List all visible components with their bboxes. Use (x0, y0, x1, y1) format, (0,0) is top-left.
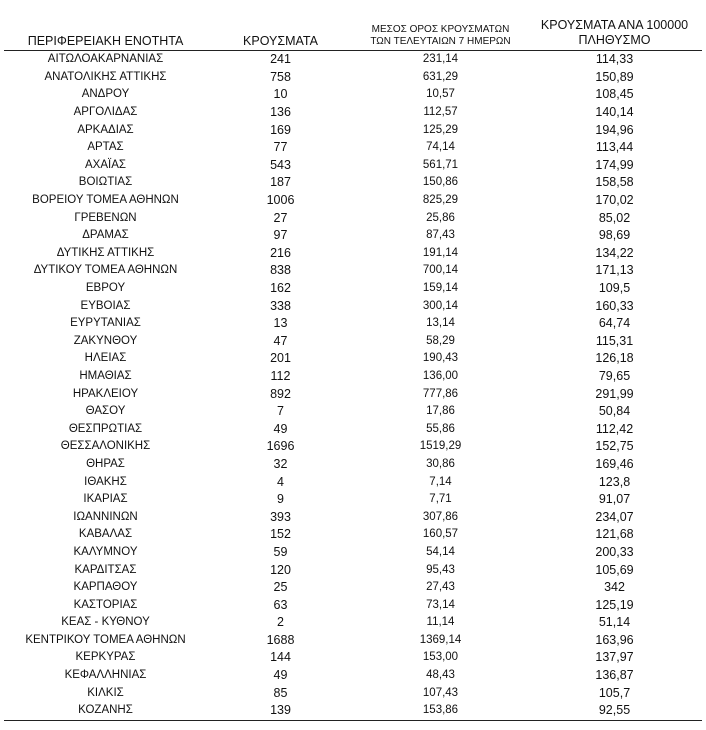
table-row (4, 526, 702, 544)
cell-per-100k: 79,65 (598, 368, 631, 383)
cell-cases: 49 (273, 421, 288, 436)
cell-region: ΙΘΑΚΗΣ (84, 475, 127, 488)
cell-cases: 139 (207, 702, 354, 720)
cell-region: ΚΙΛΚΙΣ (87, 686, 124, 699)
cell-cases: 1006 (266, 193, 295, 208)
cell-region: ΚΕΝΤΡΙΚΟΥ ΤΟΜΕΑ ΑΘΗΝΩΝ (25, 633, 186, 646)
cell-avg-7-days: 107,43 (422, 686, 459, 699)
cell-avg-7-days: 153,86 (354, 702, 527, 720)
cell-avg-7-days: 125,29 (422, 123, 459, 136)
header-row (4, 10, 702, 51)
cell-cases: 338 (270, 298, 291, 313)
cell-per-100k: 140,14 (595, 105, 634, 120)
cell-avg-7-days: 17,86 (426, 405, 455, 418)
table-row (4, 297, 702, 315)
cell-cases: 49 (273, 668, 288, 683)
cell-avg-7-days: 160,57 (422, 528, 459, 541)
cell-cases: 120 (270, 562, 291, 577)
cell-region: ΕΥΒΟΙΑΣ (80, 299, 131, 312)
cell-per-100k: 115,31 (595, 333, 634, 348)
cell-per-100k: 158,58 (595, 175, 634, 190)
cell-avg-7-days: 136,00 (422, 369, 459, 382)
cell-per-100k: 109,5 (598, 281, 631, 296)
table-row (4, 632, 702, 650)
table-row (4, 667, 702, 685)
cell-region: ΑΡΓΟΛΙΔΑΣ (73, 106, 138, 119)
cell-cases: 162 (270, 281, 291, 296)
cell-per-100k: 160,33 (595, 298, 634, 313)
cell-avg-7-days: 150,86 (422, 176, 459, 189)
table-row (4, 69, 702, 87)
cell-region: ΕΒΡΟΥ (85, 282, 126, 295)
cell-per-100k: 342 (604, 580, 625, 595)
cell-cases: 2 (277, 615, 284, 630)
table-row (4, 596, 702, 614)
cell-cases: 59 (273, 544, 288, 559)
header-per100k-line1: ΚΡΟΥΣΜΑΤΑ ΑΝΑ 100000 (540, 18, 689, 32)
cell-per-100k: 64,74 (598, 316, 631, 331)
table-row (4, 579, 702, 597)
cell-avg-7-days: 307,86 (422, 510, 459, 523)
cell-region: ΚΑΡΠΑΘΟΥ (73, 581, 138, 594)
table-row (4, 121, 702, 139)
table-row (4, 157, 702, 175)
table-row (4, 333, 702, 351)
cell-avg-7-days: 87,43 (426, 229, 455, 242)
cell-per-100k: 114,33 (595, 52, 634, 67)
cell-cases: 27 (273, 210, 288, 225)
table-row (4, 702, 702, 720)
cell-cases: 838 (270, 263, 291, 278)
cell-avg-7-days: 777,86 (422, 387, 459, 400)
cell-per-100k: 150,89 (595, 69, 634, 84)
cell-per-100k: 163,96 (595, 632, 634, 647)
cell-avg-7-days: 159,14 (422, 282, 459, 295)
cell-per-100k: 112,42 (595, 421, 634, 436)
table-row (4, 508, 702, 526)
cell-per-100k: 174,99 (595, 157, 634, 172)
cell-per-100k: 123,8 (598, 474, 631, 489)
cell-cases: 77 (273, 140, 288, 155)
cell-cases: 136 (270, 105, 291, 120)
cell-per-100k: 105,7 (598, 685, 631, 700)
cell-per-100k: 152,75 (595, 439, 634, 454)
cell-cases: 63 (273, 597, 288, 612)
table-row (4, 438, 702, 456)
cell-cases: 1688 (266, 632, 295, 647)
cell-per-100k: 105,69 (595, 562, 634, 577)
cell-cases: 85 (273, 685, 288, 700)
cell-per-100k: 85,02 (598, 210, 631, 225)
cell-region: ΑΡΚΑΔΙΑΣ (77, 123, 134, 136)
cell-avg-7-days: 561,71 (422, 158, 459, 171)
cell-per-100k: 169,46 (595, 456, 634, 471)
cell-region: ΚΑΡΔΙΤΣΑΣ (74, 563, 137, 576)
cell-avg-7-days: 10,57 (426, 88, 455, 101)
header-avg-line1: ΜΕΣΟΣ ΟΡΟΣ ΚΡΟΥΣΜΑΤΩΝ (371, 24, 510, 35)
cell-region: ΚΑΛΥΜΝΟΥ (73, 545, 138, 558)
cell-region: ΑΝΔΡΟΥ (81, 88, 130, 101)
cell-avg-7-days: 27,43 (426, 581, 455, 594)
cell-region: ΓΡΕΒΕΝΩΝ (74, 211, 137, 224)
cell-avg-7-days: 631,29 (422, 70, 459, 83)
cell-avg-7-days: 73,14 (426, 598, 455, 611)
header-avg-line2: ΤΩΝ ΤΕΛΕΥΤΑΙΩΝ 7 ΗΜΕΡΩΝ (370, 36, 511, 47)
cell-avg-7-days: 54,14 (426, 545, 455, 558)
header-avg-7-days (354, 10, 527, 51)
cases-table (4, 10, 702, 721)
cell-avg-7-days: 190,43 (422, 352, 459, 365)
cell-cases: 216 (270, 245, 291, 260)
table-row (4, 473, 702, 491)
cell-region: ΑΡΤΑΣ (87, 141, 124, 154)
cell-region: ΑΝΑΤΟΛΙΚΗΣ ΑΤΤΙΚΗΣ (44, 70, 167, 83)
table-row (4, 227, 702, 245)
cell-cases: 13 (273, 316, 288, 331)
cell-cases: 10 (273, 87, 288, 102)
cell-avg-7-days: 1519,29 (419, 440, 462, 453)
cell-region: ΗΜΑΘΙΑΣ (79, 369, 132, 382)
cell-per-100k: 194,96 (595, 122, 634, 137)
cell-avg-7-days: 1369,14 (419, 633, 462, 646)
cell-per-100k: 51,14 (598, 615, 631, 630)
header-per100k-line2: ΠΛΗΘΥΣΜΟ (578, 33, 651, 47)
table-row (4, 192, 702, 210)
cell-region: ΔΥΤΙΚΗΣ ΑΤΤΙΚΗΣ (56, 246, 155, 259)
cell-per-100k: 136,87 (595, 668, 634, 683)
cell-per-100k: 91,07 (598, 492, 631, 507)
cell-per-100k: 126,18 (595, 351, 634, 366)
table-row (4, 456, 702, 474)
cell-per-100k: 50,84 (598, 404, 631, 419)
cell-per-100k: 108,45 (595, 87, 634, 102)
cell-avg-7-days: 55,86 (426, 422, 455, 435)
cell-avg-7-days: 300,14 (422, 299, 459, 312)
table-row (4, 649, 702, 667)
cell-avg-7-days: 95,43 (426, 563, 455, 576)
cell-avg-7-days: 191,14 (422, 246, 459, 259)
cell-per-100k: 121,68 (595, 527, 634, 542)
cell-avg-7-days: 25,86 (426, 211, 455, 224)
cell-region: ΗΡΑΚΛΕΙΟΥ (72, 387, 139, 400)
cell-region: ΚΕΦΑΛΛΗΝΙΑΣ (64, 669, 147, 682)
cell-region: ΚΑΣΤΟΡΙΑΣ (73, 598, 138, 611)
cell-cases: 25 (273, 580, 288, 595)
table-row (4, 280, 702, 298)
cell-avg-7-days: 48,43 (426, 669, 455, 682)
cell-region: ΘΑΣΟΥ (85, 405, 126, 418)
cell-cases: 758 (270, 69, 291, 84)
cell-region: ΘΕΣΠΡΩΤΙΑΣ (68, 422, 143, 435)
cell-cases: 543 (270, 157, 291, 172)
cell-cases: 112 (270, 368, 291, 383)
cell-avg-7-days: 825,29 (422, 194, 459, 207)
table-row (4, 684, 702, 702)
cell-region: ΑΧΑΪΑΣ (85, 158, 126, 171)
cell-cases: 47 (273, 333, 288, 348)
cell-per-100k: 170,02 (595, 193, 634, 208)
table-row (4, 385, 702, 403)
cell-avg-7-days: 7,71 (429, 493, 452, 506)
cell-region: ΚΕΡΚΥΡΑΣ (75, 651, 136, 664)
cell-cases: 7 (277, 404, 284, 419)
table-row (4, 51, 702, 69)
cell-region: ΑΙΤΩΛΟΑΚΑΡΝΑΝΙΑΣ (47, 53, 164, 66)
cell-region: ΚΟΖΑΝΗΣ (4, 702, 207, 720)
table-row (4, 561, 702, 579)
cell-per-100k: 137,97 (595, 650, 634, 665)
table-row (4, 420, 702, 438)
cell-per-100k: 98,69 (598, 228, 631, 243)
table-row (4, 104, 702, 122)
cell-region: ΘΗΡΑΣ (86, 457, 125, 470)
cell-cases: 241 (270, 52, 291, 67)
cell-avg-7-days: 58,29 (426, 334, 455, 347)
cell-avg-7-days: 74,14 (426, 141, 455, 154)
cell-per-100k: 134,22 (595, 245, 634, 260)
cell-cases: 201 (270, 351, 291, 366)
cell-per-100k: 125,19 (595, 597, 634, 612)
cell-region: ΚΕΑΣ - ΚΥΘΝΟΥ (61, 616, 150, 629)
cell-region: ΚΑΒΑΛΑΣ (78, 528, 133, 541)
cell-cases: 393 (270, 509, 291, 524)
header-per-100k (527, 10, 702, 51)
table-row (4, 139, 702, 157)
header-region: ΠΕΡΙΦΕΡΕΙΑΚΗ ΕΝΟΤΗΤΑ (4, 10, 207, 51)
table-row (4, 174, 702, 192)
header-cases: ΚΡΟΥΣΜΑΤΑ (207, 10, 354, 51)
cell-cases: 892 (270, 386, 291, 401)
cell-region: ΙΩΑΝΝΙΝΩΝ (73, 510, 138, 523)
table-row (4, 350, 702, 368)
cell-cases: 97 (273, 228, 288, 243)
cell-region: ΙΚΑΡΙΑΣ (83, 493, 128, 506)
cell-cases: 32 (273, 456, 288, 471)
cell-per-100k: 234,07 (595, 509, 634, 524)
table-row (4, 368, 702, 386)
cell-region: ΕΥΡΥΤΑΝΙΑΣ (70, 317, 141, 330)
cell-region: ΗΛΕΙΑΣ (84, 352, 127, 365)
table-body (4, 51, 702, 721)
cell-cases: 4 (277, 474, 284, 489)
cell-region: ΔΡΑΜΑΣ (82, 229, 129, 242)
cell-avg-7-days: 153,00 (422, 651, 459, 664)
cell-avg-7-days: 112,57 (423, 106, 458, 119)
table-row (4, 491, 702, 509)
cell-cases: 1696 (266, 439, 295, 454)
cell-region: ΖΑΚΥΝΘΟΥ (73, 334, 138, 347)
cell-avg-7-days: 13,14 (426, 317, 455, 330)
table-row (4, 315, 702, 333)
cell-cases: 9 (277, 492, 284, 507)
table-row (4, 209, 702, 227)
table-row (4, 614, 702, 632)
cell-region: ΒΟΙΩΤΙΑΣ (78, 176, 133, 189)
table-row (4, 86, 702, 104)
cell-avg-7-days: 11,14 (426, 616, 455, 629)
cell-per-100k: 113,44 (595, 140, 634, 155)
table-row (4, 403, 702, 421)
cell-region: ΔΥΤΙΚΟΥ ΤΟΜΕΑ ΑΘΗΝΩΝ (33, 264, 178, 277)
table-row (4, 544, 702, 562)
cell-avg-7-days: 700,14 (422, 264, 459, 277)
cell-cases: 144 (270, 650, 291, 665)
table-row (4, 245, 702, 263)
cell-per-100k: 291,99 (595, 386, 634, 401)
cell-cases: 187 (270, 175, 291, 190)
cell-region: ΒΟΡΕΙΟΥ ΤΟΜΕΑ ΑΘΗΝΩΝ (32, 194, 179, 207)
cell-per-100k: 92,55 (527, 702, 702, 720)
cell-cases: 152 (270, 527, 291, 542)
table-row (4, 262, 702, 280)
cell-per-100k: 200,33 (595, 544, 634, 559)
cell-region: ΘΕΣΣΑΛΟΝΙΚΗΣ (60, 440, 151, 453)
cell-per-100k: 171,13 (595, 263, 634, 278)
cell-avg-7-days: 7,14 (429, 475, 452, 488)
cell-avg-7-days: 30,86 (426, 457, 455, 470)
cell-avg-7-days: 231,14 (422, 53, 459, 66)
cell-cases: 169 (270, 122, 291, 137)
